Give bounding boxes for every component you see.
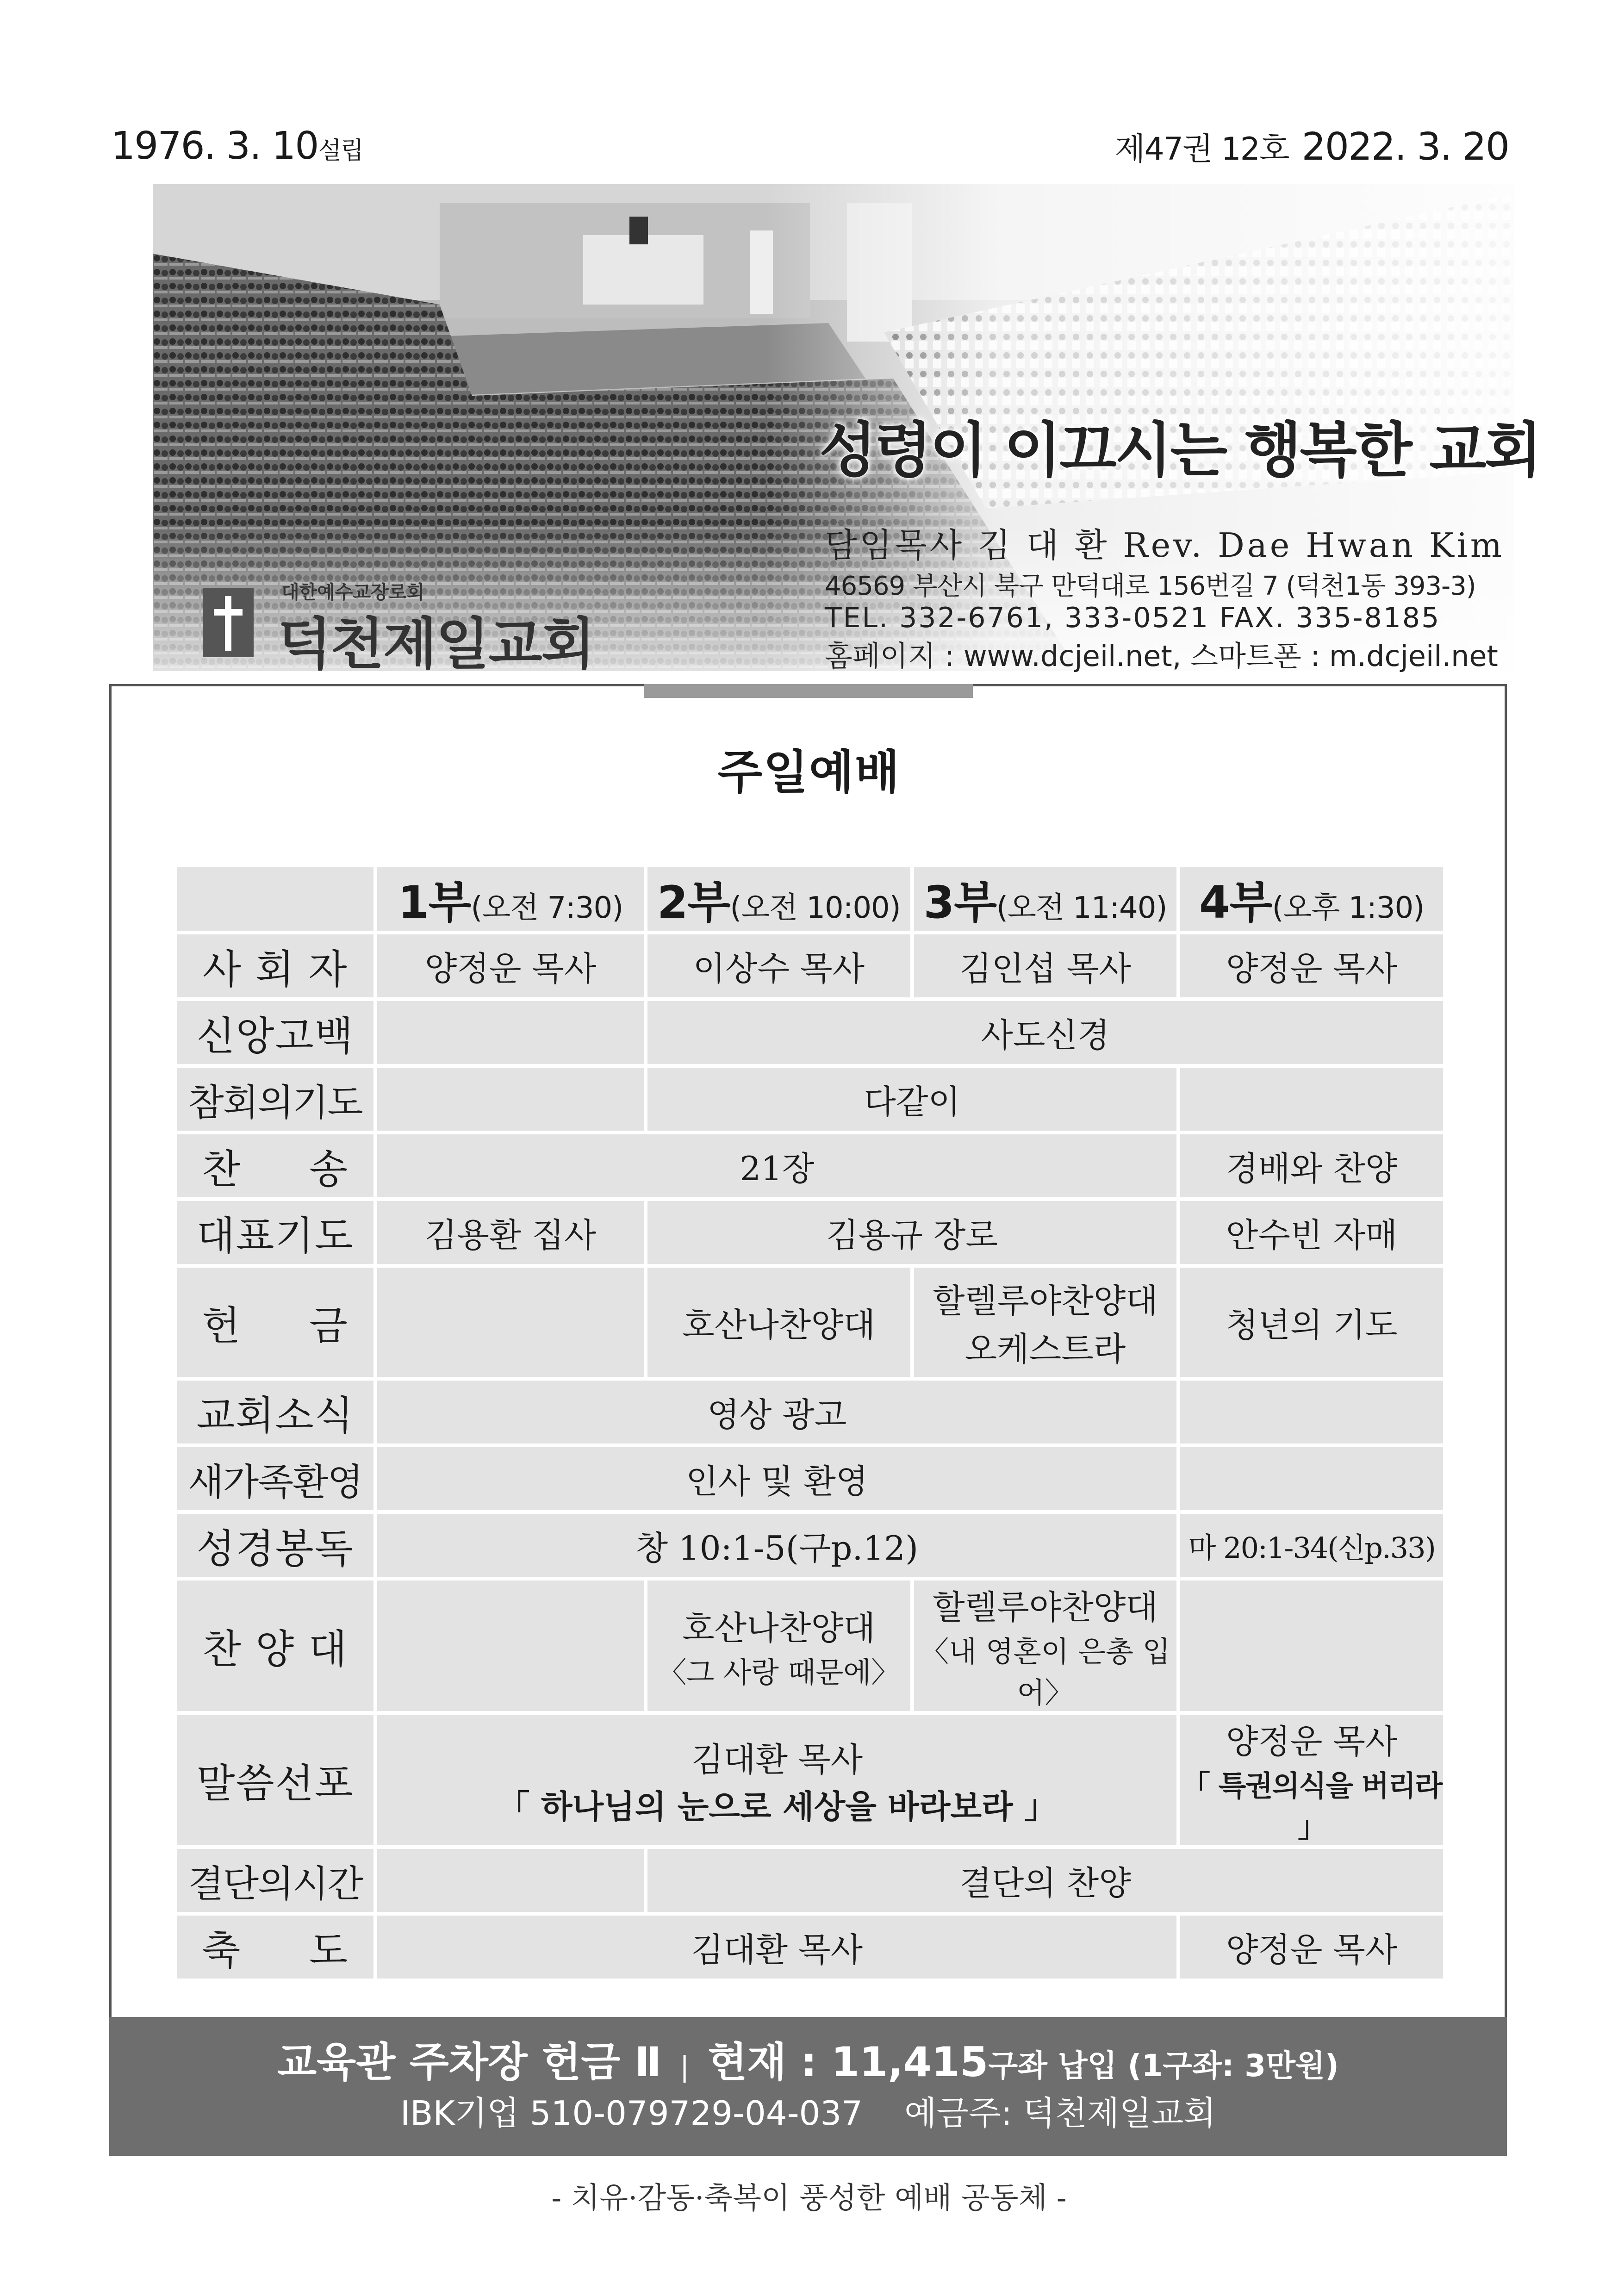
cell-empty xyxy=(1180,1447,1443,1510)
cell: 김용규 장로 xyxy=(647,1201,1176,1264)
row-label-reading: 성경봉독 xyxy=(177,1514,373,1577)
cell: 양정운 목사 xyxy=(1180,934,1443,997)
row-label-benediction: 축 도 xyxy=(177,1916,373,1979)
cell: 할렐루야찬양대 오케스트라 xyxy=(914,1268,1177,1377)
table-row xyxy=(177,1580,1443,1711)
bank-account: IBK기업 510-079729-04-037 xyxy=(400,2094,863,2133)
offering-status-note: 구좌 납입 (1구좌: 3만원) xyxy=(988,2048,1339,2084)
row-label-news: 교회소식 xyxy=(177,1381,373,1444)
cell-empty xyxy=(377,1849,644,1912)
cell: 김대환 목사 xyxy=(377,1916,1176,1979)
cell: 다같이 xyxy=(647,1068,1176,1131)
row-label-leader: 사 회 자 xyxy=(177,934,373,997)
row-label-confession: 참회의기도 xyxy=(177,1068,373,1131)
table-row xyxy=(177,1068,1443,1131)
founded-date-value: 1976. 3. 10 xyxy=(111,124,318,168)
church-phone: TEL. 332-6761, 333-0521 FAX. 335-8185 xyxy=(825,602,1441,634)
cell: 김대환 목사 「 하나님의 눈으로 세상을 바라보라 」 xyxy=(377,1715,1176,1845)
cell: 영상 광고 xyxy=(377,1381,1176,1444)
table-row xyxy=(177,1916,1443,1979)
cell-empty xyxy=(1180,1381,1443,1444)
table-row xyxy=(177,1849,1443,1912)
cell: 김인섭 목사 xyxy=(914,934,1177,997)
issue-number: 제47권 12호 xyxy=(1114,131,1289,168)
cell: 결단의 찬양 xyxy=(647,1849,1443,1912)
cell-empty xyxy=(1180,1580,1443,1711)
cell: 경배와 찬양 xyxy=(1180,1134,1443,1197)
row-label-hymn: 찬 송 xyxy=(177,1134,373,1197)
table-row xyxy=(177,1001,1443,1064)
row-label-prayer: 대표기도 xyxy=(177,1201,373,1264)
table-row xyxy=(177,1201,1443,1264)
cell: 양정운 목사 「 특권의식을 버리라 」 xyxy=(1180,1715,1443,1845)
cell-empty xyxy=(377,1580,644,1711)
cell: 호산나찬양대 〈그 사랑 때문에〉 xyxy=(647,1580,910,1711)
cell: 양정운 목사 xyxy=(1180,1916,1443,1979)
row-label-creed: 신앙고백 xyxy=(177,1001,373,1064)
cell: 양정운 목사 xyxy=(377,934,644,997)
table-header-row xyxy=(177,867,1443,931)
cell: 인사 및 환영 xyxy=(377,1447,1176,1510)
corner-cell xyxy=(177,867,373,931)
table-row xyxy=(177,1134,1443,1197)
church-slogan: - 치유·감동·축복이 풍성한 예배 공동체 - xyxy=(551,2181,1067,2215)
separator: | xyxy=(680,2051,690,2083)
offering-title: 교육관 주차장 헌금 Ⅱ xyxy=(277,2038,662,2086)
issue-info xyxy=(1115,124,1509,169)
cell-empty xyxy=(377,1068,644,1131)
row-label-decision: 결단의시간 xyxy=(177,1849,373,1912)
cell: 호산나찬양대 xyxy=(647,1268,910,1377)
cell: 사도신경 xyxy=(647,1001,1443,1064)
cell: 청년의 기도 xyxy=(1180,1268,1443,1377)
cell-empty xyxy=(1180,1068,1443,1131)
cell: 안수빈 자매 xyxy=(1180,1201,1443,1264)
service-3-header: 3부(오전 11:40) xyxy=(914,867,1177,931)
account-holder: 예금주: 덕천제일교회 xyxy=(904,2094,1216,2133)
church-website: 홈페이지 : www.dcjeil.net, 스마트폰 : m.dcjeil.net xyxy=(825,639,1498,673)
table-row xyxy=(177,1447,1443,1510)
table-row xyxy=(177,1715,1443,1845)
cell: 김용환 집사 xyxy=(377,1201,644,1264)
cell: 이상수 목사 xyxy=(647,934,910,997)
cell: 할렐루야찬양대 〈내 영혼이 은총 입어〉 xyxy=(914,1580,1177,1711)
cross-icon xyxy=(203,588,254,657)
offering-status: 현재 : 11,415 xyxy=(708,2038,989,2086)
service-1-header: 1부(오전 7:30) xyxy=(377,867,644,931)
cell: 창 10:1-5(구p.12) xyxy=(377,1514,1176,1577)
church-address: 46569 부산시 북구 만덕대로 156번길 7 (덕천1동 393-3) xyxy=(825,571,1476,601)
table-row xyxy=(177,1514,1443,1577)
cell-empty xyxy=(377,1268,644,1377)
cell: 마 20:1-34(신p.33) xyxy=(1180,1514,1443,1577)
table-row xyxy=(177,1268,1443,1377)
row-label-offering: 헌 금 xyxy=(177,1268,373,1377)
church-motto: 성령이 이끄시는 행복한 교회 xyxy=(819,416,1540,485)
pastor-name: 담임목사 김 대 환 Rev. Dae Hwan Kim xyxy=(825,526,1505,565)
offering-banner xyxy=(109,2017,1507,2156)
cell: 21장 xyxy=(377,1134,1176,1197)
section-title: 주일예배 xyxy=(717,745,901,799)
cell-empty xyxy=(377,1001,644,1064)
service-2-header: 2부(오전 10:00) xyxy=(647,867,910,931)
offering-account-line xyxy=(109,2086,1507,2134)
worship-schedule-table xyxy=(173,864,1447,1982)
row-label-welcome: 새가족환영 xyxy=(177,1447,373,1510)
issue-date: 2022. 3. 20 xyxy=(1301,125,1509,169)
founded-date xyxy=(111,124,363,168)
frame-tab xyxy=(644,684,973,698)
row-label-sermon: 말씀선포 xyxy=(177,1715,373,1845)
founded-suffix: 설립 xyxy=(318,137,363,165)
church-name: 덕천제일교회 xyxy=(278,612,594,677)
service-4-header: 4부(오후 1:30) xyxy=(1180,867,1443,931)
table-row xyxy=(177,1381,1443,1444)
denomination: 대한예수교장로회 xyxy=(281,582,425,603)
table-row xyxy=(177,934,1443,997)
offering-title-line xyxy=(109,2030,1507,2088)
row-label-choir: 찬 양 대 xyxy=(177,1580,373,1711)
